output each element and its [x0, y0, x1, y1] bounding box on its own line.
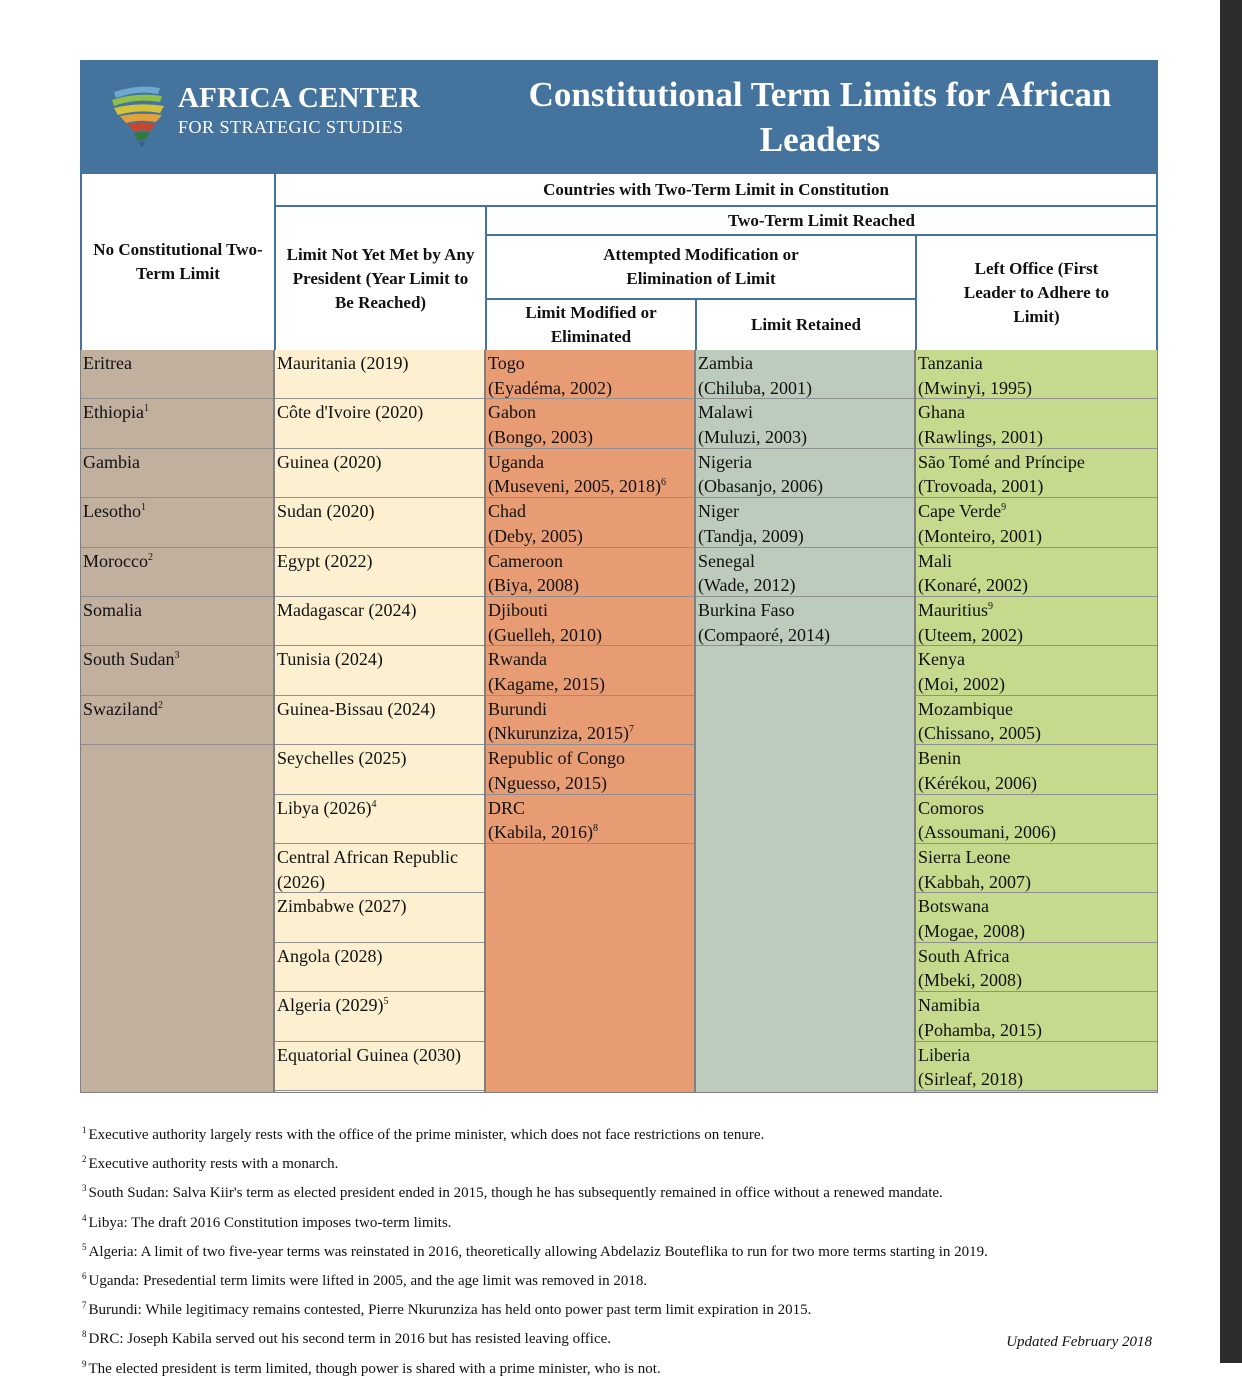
not-yet-met-cell [275, 646, 484, 695]
leader-detail: (Uteem, 2002) [918, 624, 1023, 645]
logo-subtitle: FOR STRATEGIC STUDIES [178, 117, 404, 137]
country-name: Burundi [488, 698, 548, 719]
leader-detail: (Guelleh, 2010) [488, 624, 602, 645]
country-name: Egypt (2022) [277, 550, 373, 571]
modified-cell [486, 449, 694, 498]
left-office-cell [916, 449, 1157, 498]
footnote-ref: 9 [988, 601, 993, 612]
country-name: Gabon [488, 402, 536, 423]
left-office-cell [916, 548, 1157, 597]
modified-cell [486, 498, 694, 547]
leader-detail: (Kabbah, 2007) [918, 871, 1031, 892]
leader-detail: (Sirleaf, 2018) [918, 1069, 1023, 1090]
footnote-line [82, 1118, 1202, 1147]
leader-detail: (Pohamba, 2015) [918, 1019, 1042, 1040]
country-name: Cape Verde [918, 501, 1002, 522]
footnote-number: 8 [82, 1329, 87, 1340]
country-name: Zimbabwe (2027) [277, 896, 407, 917]
not-yet-met-cell [275, 449, 484, 498]
country-name: Morocco [83, 550, 148, 571]
no-limit-cell [81, 449, 273, 498]
country-name: Uganda [488, 451, 544, 472]
country-name: Botswana [918, 896, 989, 917]
leader-detail: (Tandja, 2009) [698, 525, 804, 546]
leader-detail: (Kabila, 2016) [488, 822, 593, 843]
leader-detail: (Deby, 2005) [488, 525, 583, 546]
footnote-text: DRC: Joseph Kabila served out his second term in 2016 but has resisted leaving office. [88, 1331, 612, 1348]
modified-cell [486, 350, 694, 399]
country-name: Chad [488, 501, 526, 522]
country-name: Comoros [918, 797, 985, 818]
footnote-ref: 1 [144, 403, 149, 415]
footnote-line [82, 1235, 1202, 1264]
footnote-text: The elected president is term limited, though power is shared with a prime minister, who is not. [88, 1360, 661, 1377]
not-yet-met-cell [275, 399, 484, 448]
country-name: Côte d'Ivoire (2020) [277, 402, 424, 423]
header-attempted-group [485, 234, 917, 300]
country-name: Angola (2028) [277, 945, 383, 966]
leader-detail: (Chissano, 2005) [918, 723, 1041, 744]
no-limit-cell [81, 350, 273, 399]
leader-detail: (Nkurunziza, 2015) [488, 723, 629, 744]
leader-detail: (Muluzi, 2003) [698, 426, 807, 447]
country-name: Djibouti [488, 600, 549, 620]
country-name: Mali [918, 550, 952, 571]
country-name: Togo [488, 353, 525, 373]
left-office-cell [916, 399, 1157, 448]
leader-detail: (Eyadéma, 2002) [488, 377, 612, 398]
footnote-number: 5 [82, 1241, 87, 1252]
country-name: Mozambique [918, 698, 1013, 719]
leader-detail: (Museveni, 2005, 2018) [488, 476, 661, 497]
footnote-ref: 3 [174, 650, 180, 662]
not-yet-met-cell [275, 943, 484, 992]
footnote-ref: 5 [383, 996, 389, 1008]
header-not-yet-met [274, 205, 487, 352]
country-name: Senegal [698, 550, 755, 571]
leader-detail: (Mbeki, 2008) [918, 970, 1022, 991]
footnote-number: 3 [82, 1183, 87, 1194]
footnote-line [82, 1264, 1202, 1293]
country-name: São Tomé and Príncipe [918, 451, 1085, 472]
no-limit-cell [81, 646, 273, 695]
left-office-cell [916, 350, 1157, 399]
leader-detail: (Monteiro, 2001) [918, 525, 1042, 546]
retained-cell [696, 449, 914, 498]
country-name: Libya (2026) [277, 797, 372, 818]
country-name: Lesotho [83, 501, 141, 522]
column-not-yet-met [274, 350, 485, 1093]
footnote-number: 1 [82, 1125, 87, 1135]
header-no-limit-label: No Constitutional Two-Term Limit [93, 240, 263, 283]
africa-logo-icon [108, 82, 166, 150]
no-limit-cell [81, 399, 273, 448]
retained-cell [696, 498, 914, 547]
country-name: Niger [698, 501, 739, 522]
country-name: Central African Republic [277, 847, 458, 867]
footnote-ref: 6 [660, 477, 666, 489]
not-yet-met-cell [275, 844, 484, 893]
footnote-line [82, 1147, 1202, 1176]
retained-cell [696, 399, 914, 448]
footnote-text: Libya: The draft 2016 Constitution imposes two-term limits. [88, 1214, 452, 1231]
left-office-cell [916, 844, 1157, 893]
country-name: Nigeria [698, 451, 752, 472]
country-name: Kenya [918, 649, 965, 670]
leader-detail: (Trovoada, 2001) [918, 476, 1044, 497]
left-office-cell [916, 992, 1157, 1041]
not-yet-met-cell [275, 795, 484, 844]
country-name: Algeria (2029) [277, 995, 384, 1016]
not-yet-met-cell [275, 548, 484, 597]
leader-detail: (Rawlings, 2001) [918, 426, 1043, 447]
header-retained-label: Limit Retained [750, 315, 862, 334]
footnote-text: South Sudan: Salva Kiir's term as elected president ended in 2015, though he has subsequently remained in office without a renewed mandate. [88, 1185, 943, 1202]
country-name: Equatorial Guinea (2030) [277, 1044, 461, 1065]
country-name: South Sudan [83, 649, 175, 670]
footnote-ref: 4 [371, 798, 377, 810]
country-name: Swaziland [83, 698, 158, 719]
footnote-ref: 2 [157, 699, 163, 711]
footnote-line [82, 1206, 1202, 1235]
modified-cell [486, 696, 694, 745]
footnote-number: 6 [82, 1271, 87, 1282]
modified-cell [486, 745, 694, 794]
left-office-cell [916, 745, 1157, 794]
footnote-text: Uganda: Presedential term limits were lifted in 2005, and the age limit was removed in 2018. [88, 1273, 648, 1290]
country-name: Tanzania [918, 353, 983, 373]
country-name: Guinea-Bissau (2024) [277, 698, 436, 719]
leader-detail: (Nguesso, 2015) [488, 772, 607, 793]
footnote-line [82, 1293, 1202, 1322]
country-name: Guinea (2020) [277, 451, 382, 472]
leader-detail: (Bongo, 2003) [488, 426, 593, 447]
header-retained [695, 298, 917, 352]
country-year: (2026) [277, 871, 325, 892]
country-name: Sudan (2020) [277, 501, 375, 522]
not-yet-met-cell [275, 696, 484, 745]
not-yet-met-cell [275, 498, 484, 547]
modified-cell [486, 399, 694, 448]
country-name: Zambia [698, 353, 753, 373]
not-yet-met-cell [275, 597, 484, 646]
leader-detail: (Konaré, 2002) [918, 575, 1028, 596]
country-name: Somalia [83, 600, 142, 620]
country-name: South Africa [918, 945, 1010, 966]
header-attempted-group-label: Attempted Modification or Elimination of Limit [603, 245, 799, 288]
no-limit-cell [81, 498, 273, 547]
column-left-office [915, 350, 1158, 1093]
country-name: Mauritania (2019) [277, 353, 409, 373]
header-two-term-group [274, 172, 1158, 207]
retained-cell [696, 597, 914, 646]
footnote-number: 4 [82, 1212, 87, 1223]
not-yet-met-cell [275, 992, 484, 1041]
left-office-cell [916, 943, 1157, 992]
header-banner [80, 60, 1158, 172]
left-office-cell [916, 597, 1157, 646]
leader-detail: (Mogae, 2008) [918, 920, 1025, 941]
country-name: Mauritius [918, 600, 988, 620]
modified-cell [486, 597, 694, 646]
country-name: Malawi [698, 402, 753, 423]
left-office-cell [916, 1042, 1157, 1091]
leader-detail: (Wade, 2012) [698, 575, 796, 596]
country-name: Ghana [918, 402, 965, 423]
footnote-ref: 7 [628, 724, 634, 736]
modified-cell [486, 548, 694, 597]
modified-cell [486, 646, 694, 695]
column-retained [695, 350, 915, 1093]
not-yet-met-cell [275, 745, 484, 794]
footnote-ref: 9 [1001, 502, 1007, 514]
footnote-number: 9 [82, 1358, 87, 1369]
header-two-term-group-label: Countries with Two-Term Limit in Constitution [543, 179, 889, 199]
footnote-text: Executive authority rests with a monarch. [88, 1156, 339, 1173]
no-limit-cell [81, 597, 273, 646]
column-modified [485, 350, 695, 1093]
header-left-office [915, 234, 1158, 352]
country-name: Republic of Congo [488, 748, 625, 769]
left-office-cell [916, 498, 1157, 547]
no-limit-cell [81, 548, 273, 597]
footnote-line [82, 1352, 1202, 1381]
country-name: Madagascar (2024) [277, 600, 417, 620]
retained-cell [696, 548, 914, 597]
footnote-text: Burundi: While legitimacy remains contested, Pierre Nkurunziza has held onto power past term limit expiration in 2015. [88, 1302, 812, 1319]
footnote-ref: 2 [147, 551, 153, 563]
header-modified-label: Limit Modified or Eliminated [525, 303, 657, 346]
country-name: Sierra Leone [918, 847, 1011, 867]
header-left-office-label: Left Office (First Leader to Adhere to Limit) [963, 259, 1110, 326]
country-name: Eritrea [83, 353, 132, 373]
footnote-text: Executive authority largely rests with the office of the prime minister, which does not face restrictions on tenure. [88, 1127, 765, 1143]
footnote-ref: 1 [141, 502, 146, 514]
country-name: Seychelles (2025) [277, 748, 407, 769]
country-name: DRC [488, 797, 526, 818]
country-name: Gambia [83, 451, 140, 472]
leader-detail: (Moi, 2002) [918, 673, 1005, 694]
country-name: Rwanda [488, 649, 547, 670]
header-no-limit [80, 172, 276, 352]
page-title: Constitutional Term Limits for African Leaders [528, 75, 1112, 159]
no-limit-cell [81, 696, 273, 745]
footnote-text: Algeria: A limit of two five-year terms was reinstated in 2016, theoretically allowing Abdelaziz Bouteflika to run for two more terms starting in 2019. [88, 1243, 988, 1260]
leader-detail: (Mwinyi, 1995) [918, 377, 1032, 398]
footnote-ref: 8 [592, 823, 598, 835]
country-name: Benin [918, 748, 961, 769]
footnote-line [82, 1176, 1202, 1205]
left-office-cell [916, 696, 1157, 745]
leader-detail: (Obasanjo, 2006) [698, 476, 823, 497]
right-edge [1220, 0, 1242, 1363]
country-name: Cameroon [488, 550, 563, 571]
updated-date: Updated February 2018 [1006, 1334, 1152, 1350]
column-no-limit [80, 350, 274, 1093]
country-name: Ethiopia [83, 402, 144, 423]
country-name: Namibia [918, 995, 980, 1016]
not-yet-met-cell [275, 893, 484, 942]
country-name: Liberia [918, 1044, 970, 1065]
leader-detail: (Assoumani, 2006) [918, 822, 1056, 843]
left-office-cell [916, 646, 1157, 695]
not-yet-met-cell [275, 1042, 484, 1091]
leader-detail: (Compaoré, 2014) [698, 624, 830, 645]
modified-cell [486, 795, 694, 844]
country-name: Tunisia (2024) [277, 649, 383, 670]
header-reached-group-label: Two-Term Limit Reached [728, 210, 915, 230]
left-office-cell [916, 893, 1157, 942]
not-yet-met-cell [275, 350, 484, 399]
header-modified [485, 298, 697, 352]
leader-detail: (Kérékou, 2006) [918, 772, 1037, 793]
retained-cell [696, 350, 914, 399]
header-not-yet-met-label: Limit Not Yet Met by Any President (Year Limit to Be Reached) [286, 244, 475, 312]
header-reached-group [485, 205, 1158, 236]
leader-detail: (Biya, 2008) [488, 575, 579, 596]
leader-detail: (Kagame, 2015) [488, 673, 605, 694]
left-office-cell [916, 795, 1157, 844]
logo-title: AFRICA CENTER [178, 82, 420, 114]
footnote-number: 2 [82, 1154, 87, 1165]
country-name: Burkina Faso [698, 600, 795, 620]
footnote-number: 7 [82, 1300, 87, 1311]
leader-detail: (Chiluba, 2001) [698, 377, 812, 398]
